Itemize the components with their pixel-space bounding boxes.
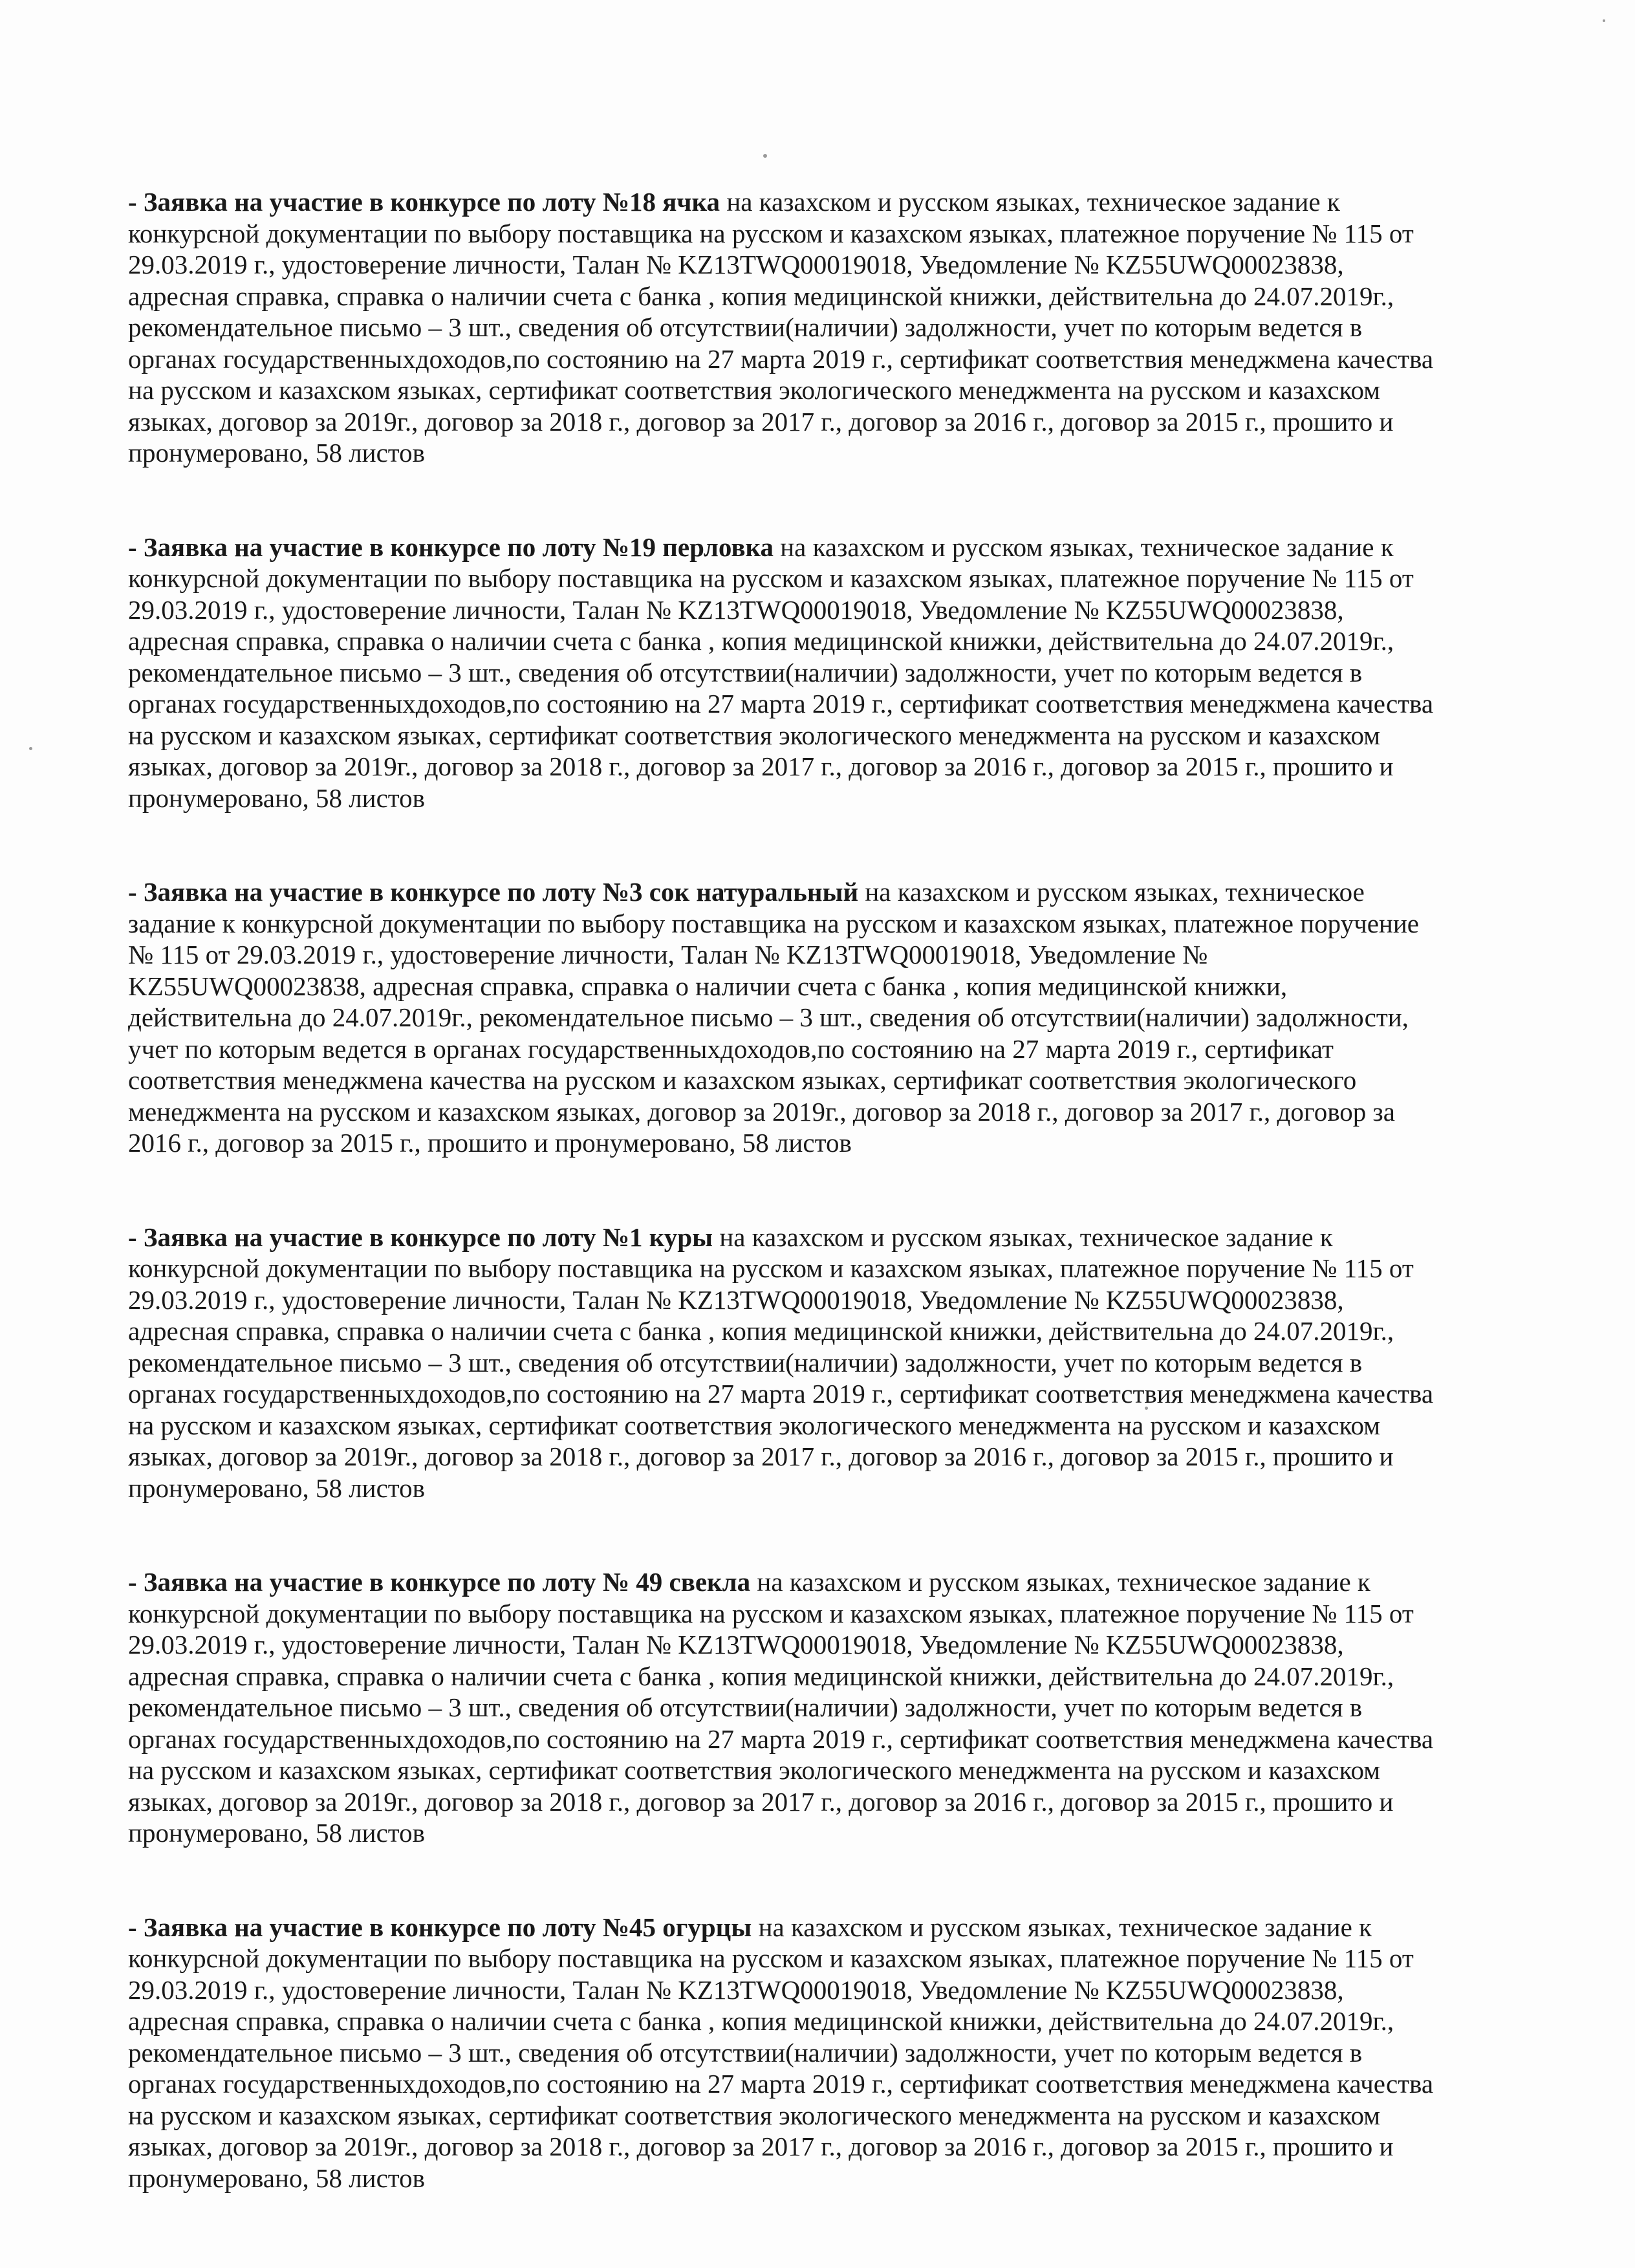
entry-text: на казахском и русском языках, техническое задание к конкурсной документации по выбору поставщика на русском и казахском языках, платежное поручение № 115 от 29.03.2019 г., удостоверение личности, Талан № KZ13TWQ00019018, Уведомление № KZ55UWQ00023838, адресная справка, справка о наличии счета с банка , копия медицинской книжки, действительна до 24.07.2019г., рекомендательное письмо – 3 шт., сведения об отсутствии(наличии) задолжности, учет по которым ведется в органах государственныхдоходов,по состоянию на 27 марта 2019 г., сертификат соответствия менеджмена качества на русском и казахском языках, сертификат соответствия экологического менеджмента на русском и казахском языках, договор за 2019г., договор за 2018 г., договор за 2017 г., договор за 2016 г., договор за 2015 г., прошито и пронумеровано, 58 листов [128,187,1434,468]
entry-text: на казахском и русском языках, техническое задание к конкурсной документации по выбору поставщика на русском и казахском языках, платежное поручение № 115 от 29.03.2019 г., удостоверение личности, Талан № KZ13TWQ00019018, Уведомление № KZ55UWQ00023838, адресная справка, справка о наличии счета с банка , копия медицинской книжки, действительна до 24.07.2019г., рекомендательное письмо – 3 шт., сведения об отсутствии(наличии) задолжности, учет по которым ведется в органах государственныхдоходов,по состоянию на 27 марта 2019 г., сертификат соответствия менеджмена качества на русском и казахском языках, сертификат соответствия экологического менеджмента на русском и казахском языках, договор за 2019г., договор за 2018 г., договор за 2017 г., договор за 2016 г., договор за 2015 г., прошито и пронумеровано, 58 листов [128,1567,1434,1848]
entry-text: на казахском и русском языках, техническое задание к конкурсной документации по выбору поставщика на русском и казахском языках, платежное поручение № 115 от 29.03.2019 г., удостоверение личности, Талан № KZ13TWQ00019018, Уведомление № KZ55UWQ00023838, адресная справка, справка о наличии счета с банка , копия медицинской книжки, действительна до 24.07.2019г., рекомендательное письмо – 3 шт., сведения об отсутствии(наличии) задолжности, учет по которым ведется в органах государственныхдоходов,по состоянию на 27 марта 2019 г., сертификат соответствия менеджмена качества на русском и казахском языках, сертификат соответствия экологического менеджмента на русском и казахском языках, договор за 2019г., договор за 2018 г., договор за 2017 г., договор за 2016 г., договор за 2015 г., прошито и пронумеровано, 58 листов [128,1912,1434,2193]
application-entry-lot-3 [128,876,1451,1159]
scan-speck [763,154,767,158]
document-body [128,186,1451,2256]
application-entry-lot-19 [128,532,1451,814]
entry-heading: - Заявка на участие в конкурсе по лоту №45 огурцы [128,1912,752,1942]
entry-text: на казахском и русском языках, техническое задание к конкурсной документации по выбору поставщика на русском и казахском языках, платежное поручение № 115 от 29.03.2019 г., удостоверение личности, Талан № KZ13TWQ00019018, Уведомление № KZ55UWQ00023838, адресная справка, справка о наличии счета с банка , копия медицинской книжки, действительна до 24.07.2019г., рекомендательное письмо – 3 шт., сведения об отсутствии(наличии) задолжности, учет по которым ведется в органах государственныхдоходов,по состоянию на 27 марта 2019 г., сертификат соответствия менеджмена качества на русском и казахском языках, сертификат соответствия экологического менеджмента на русском и казахском языках, договор за 2019г., договор за 2018 г., договор за 2017 г., договор за 2016 г., договор за 2015 г., прошито и пронумеровано, 58 листов [128,877,1420,1158]
entry-heading: - Заявка на участие в конкурсе по лоту №1 куры [128,1222,713,1252]
entry-heading: - Заявка на участие в конкурсе по лоту №3 сок натуральный [128,877,859,907]
entry-text: на казахском и русском языках, техническое задание к конкурсной документации по выбору поставщика на русском и казахском языках, платежное поручение № 115 от 29.03.2019 г., удостоверение личности, Талан № KZ13TWQ00019018, Уведомление № KZ55UWQ00023838, адресная справка, справка о наличии счета с банка , копия медицинской книжки, действительна до 24.07.2019г., рекомендательное письмо – 3 шт., сведения об отсутствии(наличии) задолжности, учет по которым ведется в органах государственныхдоходов,по состоянию на 27 марта 2019 г., сертификат соответствия менеджмена качества на русском и казахском языках, сертификат соответствия экологического менеджмента на русском и казахском языках, договор за 2019г., договор за 2018 г., договор за 2017 г., договор за 2016 г., договор за 2015 г., прошито и пронумеровано, 58 листов [128,1222,1434,1503]
scan-speck [1603,19,1605,22]
entry-heading: - Заявка на участие в конкурсе по лоту №18 ячка [128,187,720,217]
entry-text: на казахском и русском языках, техническое задание к конкурсной документации по выбору поставщика на русском и казахском языках, платежное поручение № 115 от 29.03.2019 г., удостоверение личности, Талан № KZ13TWQ00019018, Уведомление № KZ55UWQ00023838, адресная справка, справка о наличии счета с банка , копия медицинской книжки, действительна до 24.07.2019г., рекомендательное письмо – 3 шт., сведения об отсутствии(наличии) задолжности, учет по которым ведется в органах государственныхдоходов,по состоянию на 27 марта 2019 г., сертификат соответствия менеджмена качества на русском и казахском языках, сертификат соответствия экологического менеджмента на русском и казахском языках, договор за 2019г., договор за 2018 г., договор за 2017 г., договор за 2016 г., договор за 2015 г., прошито и пронумеровано, 58 листов [128,532,1434,813]
application-entry-lot-45 [128,1912,1451,2194]
application-entry-lot-49 [128,1566,1451,1849]
application-entry-lot-1 [128,1222,1451,1504]
scan-speck [29,747,32,750]
entry-heading: - Заявка на участие в конкурсе по лоту №19 перловка [128,532,774,562]
entry-heading: - Заявка на участие в конкурсе по лоту № 49 свекла [128,1567,751,1597]
application-entry-lot-18 [128,186,1451,469]
